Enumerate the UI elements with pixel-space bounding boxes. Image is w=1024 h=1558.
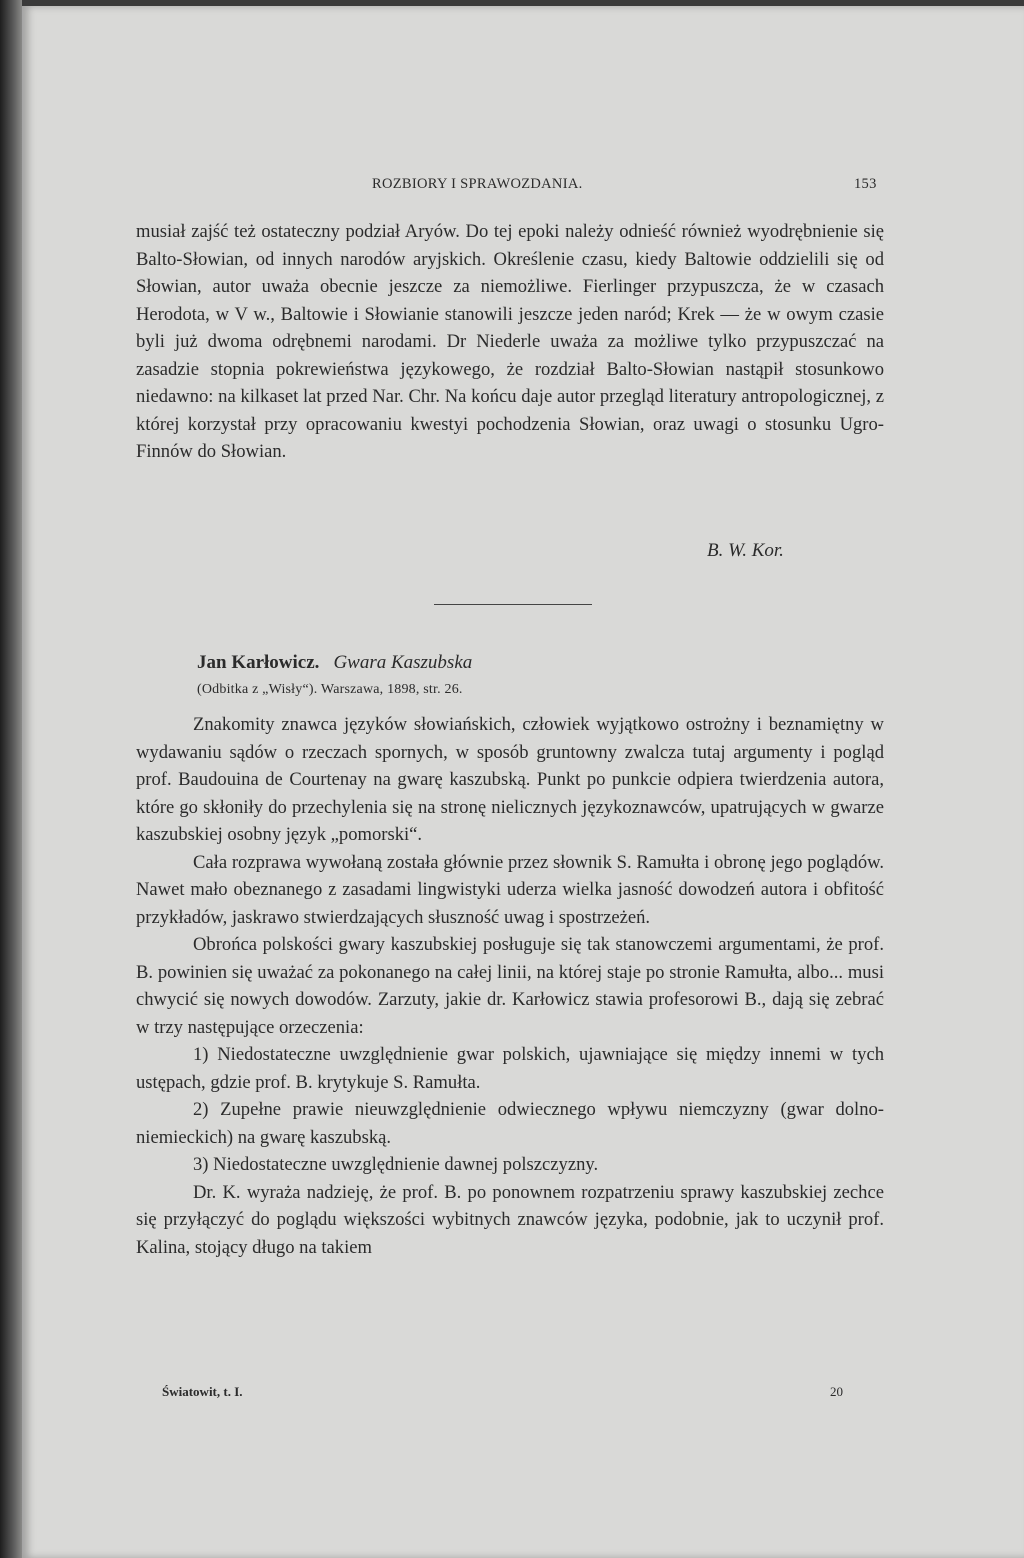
list-item: 1) Niedostateczne uwzględnienie gwar polskich, ujawniające się między innemi w tych ustępach, gdzie prof. B. krytykuje S. Ramułta.: [136, 1044, 884, 1093]
running-header: [22, 173, 1024, 195]
book-page: [22, 6, 1024, 1558]
review-signature: B. W. Kor.: [707, 540, 784, 561]
paragraph: Obrońca polskości gwary kaszubskiej posługuje się tak stanowczemi argumentami, że prof. B. powinien się uważać za pokonanego na całej linii, na której staje po stronie Ramułta, albo... musi chwycić się nowych dowodów. Zarzuty, jakie dr. Karłowicz stawia profesorowi B., dają się zebrać w trzy następujące orzeczenia:: [136, 934, 884, 1038]
section-divider: [434, 604, 592, 605]
paragraph: Dr. K. wyraża nadzieję, że prof. B. po ponownem rozpatrzeniu sprawy kaszubskiej zechce się przyłączyć do poglądu większości wybitnych znawców języka, podobnie, jak to uczynił prof. Kalina, stojący długo na takiem: [136, 1181, 884, 1258]
list-item: 2) Zupełne prawie nieuwzględnienie odwiecznego wpływu niemczyzny (gwar dolno-niemieckich) na gwarę kaszubską.: [136, 1099, 884, 1148]
review-body: [136, 711, 884, 1261]
entry-author: Jan Karłowicz.: [197, 652, 320, 673]
paragraph: Cała rozprawa wywołaną została głównie przez słownik S. Ramułta i obronę jego poglądów. Nawet mało obeznanego z zasadami lingwistyki uderza wielka jasność dowodzeń autora i obfitość przykładów, jaskrawo stwierdzających słuszność uwag i spostrzeżeń.: [136, 851, 884, 928]
paragraph: musiał zajść też ostateczny podział Aryów. Do tej epoki należy odnieść również wyodrębnienie się Balto-Słowian, od innych narodów aryjskich. Określenie czasu, kiedy Baltowie oddzielili się od Słowian, autor uważa obecnie jeszcze za niemożliwe. Fierlinger przypuszcza, że w czasach Herodota, w V w., Baltowie i Słowianie stanowili jeszcze jeden naród; Krek — że w owym czasie byli już dwoma odrębnemi narodami. Dr Niederle uważa za możliwe tylko przypuszczać na zasadzie stopnia pokrewieństwa językowego, że rozdział Balto-Słowian nastąpił stosunkowo niedawno: na kilkaset lat przed Nar. Chr. Na końcu daje autor przegląd literatury antropologicznej, z której korzystał przy opracowaniu kwestyi pochodzenia Słowian, oraz uwagi o stosunku Ugro-Finnów do Słowian.: [136, 221, 884, 462]
signature-mark: Światowit, t. I.: [162, 1384, 243, 1399]
book-spine-shadow: [0, 0, 22, 1558]
list-item: 3) Niedostateczne uwzględnienie dawnej polszczyzny.: [193, 1154, 599, 1175]
entry-heading: [197, 652, 472, 674]
running-title: ROZBIORY I SPRAWOZDANIA.: [372, 176, 583, 192]
entry-work-title: Gwara Kaszubska: [333, 652, 473, 673]
page-number: 153: [854, 176, 877, 192]
sheet-number: 20: [830, 1384, 843, 1399]
review-continuation: [136, 218, 884, 466]
paragraph: Znakomity znawca języków słowiańskich, człowiek wyjątkowo ostrożny i beznamiętny w wydawaniu sądów o rzeczach spornych, w sposób gruntowny zwalcza tutaj argumenty i pogląd prof. Baudouina de Courtenay na gwarę kaszubską. Punkt po punkcie odpiera twierdzenia autora, które go skłoniły do przechylenia się na stronę nielicznych językoznawców, upatrujących w gwarze kaszubskiej osobny język „pomorski“.: [136, 714, 884, 845]
entry-publication-info: (Odbitka z „Wisły“). Warszawa, 1898, str. 26.: [197, 682, 463, 697]
